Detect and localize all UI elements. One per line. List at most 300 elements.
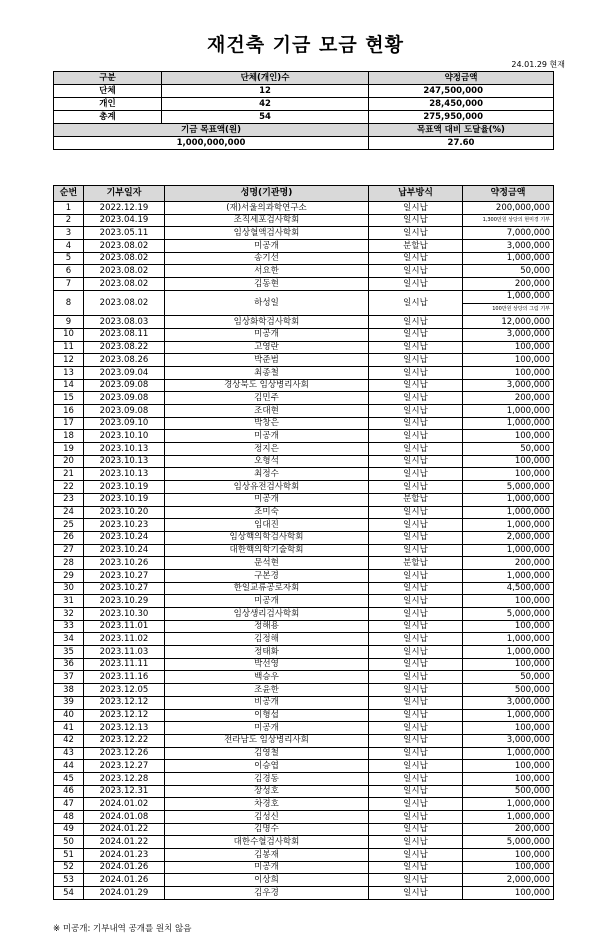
cell-amount: 200,000 bbox=[463, 823, 554, 836]
cell-date: 2023.11.16 bbox=[84, 671, 165, 684]
table-row bbox=[54, 417, 554, 430]
cell-method: 일시납 bbox=[369, 709, 463, 722]
cell-method: 일시납 bbox=[369, 481, 463, 494]
cell-no: 9 bbox=[54, 316, 84, 329]
cell-method: 일시납 bbox=[369, 823, 463, 836]
cell-amount: 100,000 bbox=[463, 722, 554, 735]
cell-name: 박창은 bbox=[165, 417, 369, 430]
cell-no: 12 bbox=[54, 354, 84, 367]
cell-date: 2024.01.29 bbox=[84, 887, 165, 900]
cell-date: 2023.10.10 bbox=[84, 430, 165, 443]
cell-name: 백승우 bbox=[165, 671, 369, 684]
cell-amount: 1,000,000 bbox=[463, 506, 554, 519]
table-row bbox=[54, 493, 554, 506]
cell-method: 일시납 bbox=[369, 544, 463, 557]
cell-method: 일시납 bbox=[369, 227, 463, 240]
cell-date: 2024.01.22 bbox=[84, 823, 165, 836]
cell-method: 일시납 bbox=[369, 785, 463, 798]
table-row bbox=[54, 684, 554, 697]
header-date: 기부일자 bbox=[84, 186, 165, 202]
page-title: 재건축 기금 모금 현황 bbox=[206, 34, 405, 56]
cell-amount: 100,000 bbox=[463, 887, 554, 900]
cell-amount: 1,000,000 bbox=[463, 405, 554, 418]
summary-header-row bbox=[54, 72, 554, 85]
table-row bbox=[54, 354, 554, 367]
cell-name: 이형섭 bbox=[165, 709, 369, 722]
cell-no: 40 bbox=[54, 709, 84, 722]
cell-amount: 50,000 bbox=[463, 265, 554, 278]
cell-method: 일시납 bbox=[369, 874, 463, 887]
cell-date: 2023.08.26 bbox=[84, 354, 165, 367]
cell-note: 100만원 상당의 그림 기부 bbox=[463, 303, 554, 316]
cell-date: 2023.12.05 bbox=[84, 684, 165, 697]
cell-date: 2023.12.31 bbox=[84, 785, 165, 798]
cell-no: 27 bbox=[54, 544, 84, 557]
cell-date: 2023.09.08 bbox=[84, 392, 165, 405]
cell-no: 18 bbox=[54, 430, 84, 443]
rate-header: 목표액 대비 도달율(%) bbox=[369, 124, 554, 137]
cell-method: 일시납 bbox=[369, 214, 463, 227]
cell-amount: 100,000 bbox=[463, 468, 554, 481]
cell-name: 임대진 bbox=[165, 519, 369, 532]
cell-date: 2023.08.11 bbox=[84, 328, 165, 341]
cell-no: 36 bbox=[54, 658, 84, 671]
cell-date: 2023.12.12 bbox=[84, 696, 165, 709]
cell-date: 2023.10.13 bbox=[84, 455, 165, 468]
summary-header-count: 단체(개인)수 bbox=[162, 72, 369, 85]
cell-date: 2023.10.26 bbox=[84, 557, 165, 570]
cell-date: 2023.08.02 bbox=[84, 252, 165, 265]
table-row bbox=[54, 202, 554, 215]
cell-date: 2023.11.02 bbox=[84, 633, 165, 646]
cell-date: 2023.10.24 bbox=[84, 531, 165, 544]
cell-method: 일시납 bbox=[369, 620, 463, 633]
cell-amount: 100,000 bbox=[463, 341, 554, 354]
cell-date: 2023.11.11 bbox=[84, 658, 165, 671]
cell-date: 2023.08.22 bbox=[84, 341, 165, 354]
summary-row bbox=[54, 98, 554, 111]
header-amount: 약정금액 bbox=[463, 186, 554, 202]
cell-no: 52 bbox=[54, 861, 84, 874]
cell-no: 48 bbox=[54, 811, 84, 824]
cell-amount: 200,000 bbox=[463, 392, 554, 405]
table-row bbox=[54, 874, 554, 887]
cell-date: 2023.09.04 bbox=[84, 366, 165, 379]
cell-amount: 100,000 bbox=[463, 366, 554, 379]
table-row bbox=[54, 506, 554, 519]
cell-amount: 1,000,000 bbox=[463, 519, 554, 532]
cell-name: 김봉재 bbox=[165, 849, 369, 862]
cell-name: 장성호 bbox=[165, 785, 369, 798]
cell-date: 2023.10.20 bbox=[84, 506, 165, 519]
table-row bbox=[54, 405, 554, 418]
cell-method: 일시납 bbox=[369, 569, 463, 582]
cell-method: 일시납 bbox=[369, 658, 463, 671]
cell-no: 51 bbox=[54, 849, 84, 862]
cell-amount: 5,000,000 bbox=[463, 608, 554, 621]
cell-amount: 100,000 bbox=[463, 772, 554, 785]
rate-value: 27.60 bbox=[369, 137, 554, 150]
table-row bbox=[54, 861, 554, 874]
cell-no: 42 bbox=[54, 734, 84, 747]
summary-row bbox=[54, 111, 554, 124]
cell-date: 2023.10.27 bbox=[84, 582, 165, 595]
summary-count: 12 bbox=[162, 85, 369, 98]
donations-table bbox=[53, 185, 554, 900]
table-row bbox=[54, 747, 554, 760]
cell-method: 일시납 bbox=[369, 366, 463, 379]
table-row bbox=[54, 519, 554, 532]
cell-amount: 3,000,000 bbox=[463, 240, 554, 253]
summary-table bbox=[53, 71, 554, 150]
cell-no: 47 bbox=[54, 798, 84, 811]
summary-header-amount: 약정금액 bbox=[369, 72, 554, 85]
cell-method: 일시납 bbox=[369, 633, 463, 646]
table-row bbox=[54, 430, 554, 443]
cell-no: 23 bbox=[54, 493, 84, 506]
cell-date: 2023.12.28 bbox=[84, 772, 165, 785]
summary-type: 개인 bbox=[54, 98, 162, 111]
table-row bbox=[54, 214, 554, 227]
cell-amount: 1,000,000 bbox=[463, 569, 554, 582]
cell-date: 2024.01.02 bbox=[84, 798, 165, 811]
cell-date: 2023.10.23 bbox=[84, 519, 165, 532]
table-row bbox=[54, 798, 554, 811]
cell-name: 김성신 bbox=[165, 811, 369, 824]
cell-date: 2023.08.02 bbox=[84, 265, 165, 278]
cell-name: 미공개 bbox=[165, 328, 369, 341]
cell-method: 일시납 bbox=[369, 202, 463, 215]
cell-method: 분할납 bbox=[369, 493, 463, 506]
cell-method: 일시납 bbox=[369, 671, 463, 684]
cell-name: 임상혈액검사학회 bbox=[165, 227, 369, 240]
cell-no: 45 bbox=[54, 772, 84, 785]
cell-amount: 100,000 bbox=[463, 760, 554, 773]
cell-no: 16 bbox=[54, 405, 84, 418]
cell-name: (재)서울의과학연구소 bbox=[165, 202, 369, 215]
cell-date: 2024.01.22 bbox=[84, 836, 165, 849]
cell-name: 구본경 bbox=[165, 569, 369, 582]
cell-amount: 100,000 bbox=[463, 354, 554, 367]
cell-no: 13 bbox=[54, 366, 84, 379]
cell-amount: 12,000,000 bbox=[463, 316, 554, 329]
cell-date: 2023.12.13 bbox=[84, 722, 165, 735]
cell-date: 2023.08.02 bbox=[84, 240, 165, 253]
table-row bbox=[54, 608, 554, 621]
table-row bbox=[54, 316, 554, 329]
cell-no: 33 bbox=[54, 620, 84, 633]
cell-name: 문석현 bbox=[165, 557, 369, 570]
cell-amount: 100,000 bbox=[463, 849, 554, 862]
cell-name: 정지은 bbox=[165, 443, 369, 456]
cell-name: 미공개 bbox=[165, 430, 369, 443]
cell-date: 2023.10.13 bbox=[84, 443, 165, 456]
goal-row bbox=[54, 137, 554, 150]
cell-no: 25 bbox=[54, 519, 84, 532]
summary-count: 54 bbox=[162, 111, 369, 124]
table-row bbox=[54, 811, 554, 824]
summary-amount: 28,450,000 bbox=[369, 98, 554, 111]
cell-method: 일시납 bbox=[369, 646, 463, 659]
summary-type: 단체 bbox=[54, 85, 162, 98]
table-row bbox=[54, 379, 554, 392]
cell-method: 일시납 bbox=[369, 849, 463, 862]
cell-method: 일시납 bbox=[369, 836, 463, 849]
cell-amount: 1,000,000 bbox=[463, 493, 554, 506]
cell-date: 2023.08.02 bbox=[84, 290, 165, 315]
cell-method: 일시납 bbox=[369, 595, 463, 608]
cell-name: 김민주 bbox=[165, 392, 369, 405]
cell-no: 43 bbox=[54, 747, 84, 760]
cell-no: 32 bbox=[54, 608, 84, 621]
table-row bbox=[54, 278, 554, 291]
table-row bbox=[54, 481, 554, 494]
cell-name: 임상유전검사학회 bbox=[165, 481, 369, 494]
cell-no: 2 bbox=[54, 214, 84, 227]
cell-no: 3 bbox=[54, 227, 84, 240]
cell-no: 17 bbox=[54, 417, 84, 430]
cell-amount: 2,000,000 bbox=[463, 531, 554, 544]
cell-no: 34 bbox=[54, 633, 84, 646]
cell-method: 일시납 bbox=[369, 798, 463, 811]
cell-method: 일시납 bbox=[369, 506, 463, 519]
table-row bbox=[54, 709, 554, 722]
cell-no: 21 bbox=[54, 468, 84, 481]
cell-name: 조윤한 bbox=[165, 684, 369, 697]
cell-no: 39 bbox=[54, 696, 84, 709]
cell-date: 2023.05.11 bbox=[84, 227, 165, 240]
table-row bbox=[54, 620, 554, 633]
cell-no: 24 bbox=[54, 506, 84, 519]
table-row bbox=[54, 722, 554, 735]
table-row bbox=[54, 633, 554, 646]
cell-method: 분할납 bbox=[369, 557, 463, 570]
table-row bbox=[54, 671, 554, 684]
table-row bbox=[54, 328, 554, 341]
cell-date: 2023.10.24 bbox=[84, 544, 165, 557]
cell-no: 26 bbox=[54, 531, 84, 544]
summary-type: 총계 bbox=[54, 111, 162, 124]
cell-method: 일시납 bbox=[369, 747, 463, 760]
cell-method: 일시납 bbox=[369, 278, 463, 291]
table-row bbox=[54, 849, 554, 862]
cell-amount: 100,000 bbox=[463, 861, 554, 874]
cell-method: 일시납 bbox=[369, 405, 463, 418]
cell-date: 2023.09.10 bbox=[84, 417, 165, 430]
cell-method: 일시납 bbox=[369, 760, 463, 773]
table-row bbox=[54, 265, 554, 278]
cell-no: 29 bbox=[54, 569, 84, 582]
goal-header: 기금 목표액(원) bbox=[54, 124, 369, 137]
cell-method: 일시납 bbox=[369, 519, 463, 532]
cell-no: 8 bbox=[54, 290, 84, 315]
cell-name: 박준범 bbox=[165, 354, 369, 367]
cell-amount: 1,000,000 bbox=[463, 290, 554, 303]
cell-name: 이상희 bbox=[165, 874, 369, 887]
cell-no: 37 bbox=[54, 671, 84, 684]
table-row bbox=[54, 772, 554, 785]
cell-date: 2023.09.08 bbox=[84, 379, 165, 392]
cell-name: 전라남도 임상병리사회 bbox=[165, 734, 369, 747]
cell-amount: 100,000 bbox=[463, 455, 554, 468]
cell-date: 2023.10.19 bbox=[84, 493, 165, 506]
table-row bbox=[54, 341, 554, 354]
cell-amount: 1,000,000 bbox=[463, 747, 554, 760]
cell-name: 송기선 bbox=[165, 252, 369, 265]
cell-date: 2024.01.08 bbox=[84, 811, 165, 824]
table-row bbox=[54, 557, 554, 570]
table-row bbox=[54, 569, 554, 582]
cell-no: 19 bbox=[54, 443, 84, 456]
table-row bbox=[54, 290, 554, 303]
cell-name: 미공개 bbox=[165, 722, 369, 735]
cell-no: 30 bbox=[54, 582, 84, 595]
cell-no: 41 bbox=[54, 722, 84, 735]
cell-no: 44 bbox=[54, 760, 84, 773]
cell-method: 일시납 bbox=[369, 328, 463, 341]
cell-no: 50 bbox=[54, 836, 84, 849]
table-row bbox=[54, 836, 554, 849]
table-row bbox=[54, 468, 554, 481]
cell-method: 일시납 bbox=[369, 430, 463, 443]
cell-date: 2023.12.12 bbox=[84, 709, 165, 722]
cell-method: 일시납 bbox=[369, 696, 463, 709]
cell-no: 1 bbox=[54, 202, 84, 215]
table-row bbox=[54, 887, 554, 900]
cell-name: 김명수 bbox=[165, 823, 369, 836]
table-row bbox=[54, 646, 554, 659]
cell-name: 임상화학검사학회 bbox=[165, 316, 369, 329]
cell-amount: 1,000,000 bbox=[463, 709, 554, 722]
cell-name: 하성일 bbox=[165, 290, 369, 315]
cell-name: 조대현 bbox=[165, 405, 369, 418]
table-row bbox=[54, 392, 554, 405]
cell-date: 2023.11.03 bbox=[84, 646, 165, 659]
table-row bbox=[54, 252, 554, 265]
cell-date: 2023.12.26 bbox=[84, 747, 165, 760]
cell-name: 정태화 bbox=[165, 646, 369, 659]
cell-method: 일시납 bbox=[369, 722, 463, 735]
cell-name: 박선영 bbox=[165, 658, 369, 671]
cell-name: 미공개 bbox=[165, 493, 369, 506]
cell-no: 54 bbox=[54, 887, 84, 900]
cell-no: 38 bbox=[54, 684, 84, 697]
table-row bbox=[54, 696, 554, 709]
cell-no: 53 bbox=[54, 874, 84, 887]
cell-date: 2023.08.03 bbox=[84, 316, 165, 329]
table-row bbox=[54, 760, 554, 773]
cell-amount: 3,000,000 bbox=[463, 379, 554, 392]
cell-name: 오형석 bbox=[165, 455, 369, 468]
cell-name: 고영란 bbox=[165, 341, 369, 354]
cell-amount: 1,000,000 bbox=[463, 544, 554, 557]
cell-no: 10 bbox=[54, 328, 84, 341]
cell-amount: 100,000 bbox=[463, 595, 554, 608]
cell-method: 일시납 bbox=[369, 772, 463, 785]
cell-amount: 1,000,000 bbox=[463, 646, 554, 659]
cell-no: 15 bbox=[54, 392, 84, 405]
cell-name: 경상북도 임상병리사회 bbox=[165, 379, 369, 392]
cell-method: 일시납 bbox=[369, 468, 463, 481]
cell-no: 14 bbox=[54, 379, 84, 392]
cell-name: 임상핵의학검사학회 bbox=[165, 531, 369, 544]
cell-method: 일시납 bbox=[369, 354, 463, 367]
cell-name: 한일교류공로자회 bbox=[165, 582, 369, 595]
cell-no: 22 bbox=[54, 481, 84, 494]
table-row bbox=[54, 595, 554, 608]
cell-method: 일시납 bbox=[369, 734, 463, 747]
cell-name: 김동현 bbox=[165, 278, 369, 291]
cell-method: 일시납 bbox=[369, 341, 463, 354]
table-row bbox=[54, 531, 554, 544]
cell-date: 2023.10.30 bbox=[84, 608, 165, 621]
cell-method: 일시납 bbox=[369, 887, 463, 900]
table-row bbox=[54, 734, 554, 747]
table-row bbox=[54, 366, 554, 379]
cell-name: 임상생리검사학회 bbox=[165, 608, 369, 621]
cell-method: 일시납 bbox=[369, 811, 463, 824]
cell-amount: 1,000,000 bbox=[463, 811, 554, 824]
cell-no: 4 bbox=[54, 240, 84, 253]
cell-name: 미공개 bbox=[165, 240, 369, 253]
cell-date: 2023.10.27 bbox=[84, 569, 165, 582]
header-method: 납부방식 bbox=[369, 186, 463, 202]
cell-amount: 100,000 bbox=[463, 620, 554, 633]
cell-name: 김영철 bbox=[165, 747, 369, 760]
table-row bbox=[54, 582, 554, 595]
cell-method: 일시납 bbox=[369, 392, 463, 405]
cell-name: 서요한 bbox=[165, 265, 369, 278]
cell-no: 5 bbox=[54, 252, 84, 265]
cell-name: 대한핵의학기술학회 bbox=[165, 544, 369, 557]
cell-method: 일시납 bbox=[369, 443, 463, 456]
cell-no: 31 bbox=[54, 595, 84, 608]
cell-amount: 2,000,000 bbox=[463, 874, 554, 887]
cell-date: 2023.12.27 bbox=[84, 760, 165, 773]
cell-method: 일시납 bbox=[369, 861, 463, 874]
cell-amount: 50,000 bbox=[463, 443, 554, 456]
cell-method: 일시납 bbox=[369, 582, 463, 595]
cell-date: 2024.01.26 bbox=[84, 861, 165, 874]
cell-date: 2023.09.08 bbox=[84, 405, 165, 418]
cell-date: 2023.04.19 bbox=[84, 214, 165, 227]
cell-no: 6 bbox=[54, 265, 84, 278]
cell-name: 조미숙 bbox=[165, 506, 369, 519]
cell-amount: 500,000 bbox=[463, 684, 554, 697]
cell-method: 일시납 bbox=[369, 316, 463, 329]
cell-name: 비공개 bbox=[165, 696, 369, 709]
cell-amount: 3,000,000 bbox=[463, 328, 554, 341]
cell-name: 조직세포검사학회 bbox=[165, 214, 369, 227]
summary-count: 42 bbox=[162, 98, 369, 111]
cell-method: 일시납 bbox=[369, 379, 463, 392]
cell-date: 2024.01.23 bbox=[84, 849, 165, 862]
cell-no: 28 bbox=[54, 557, 84, 570]
table-row bbox=[54, 785, 554, 798]
cell-amount: 1,300만원 상당의 현미경 기부 bbox=[463, 214, 554, 227]
cell-name: 김우경 bbox=[165, 887, 369, 900]
cell-method: 일시납 bbox=[369, 455, 463, 468]
cell-amount: 1,000,000 bbox=[463, 798, 554, 811]
cell-name: 김정해 bbox=[165, 633, 369, 646]
footnote: ※ 미공개: 기부내역 공개를 원치 않음 bbox=[53, 924, 192, 934]
cell-amount: 5,000,000 bbox=[463, 481, 554, 494]
table-row bbox=[54, 227, 554, 240]
cell-name: 대한수혈검사학회 bbox=[165, 836, 369, 849]
cell-amount: 100,000 bbox=[463, 430, 554, 443]
cell-no: 11 bbox=[54, 341, 84, 354]
header-name: 성명(기관명) bbox=[165, 186, 369, 202]
